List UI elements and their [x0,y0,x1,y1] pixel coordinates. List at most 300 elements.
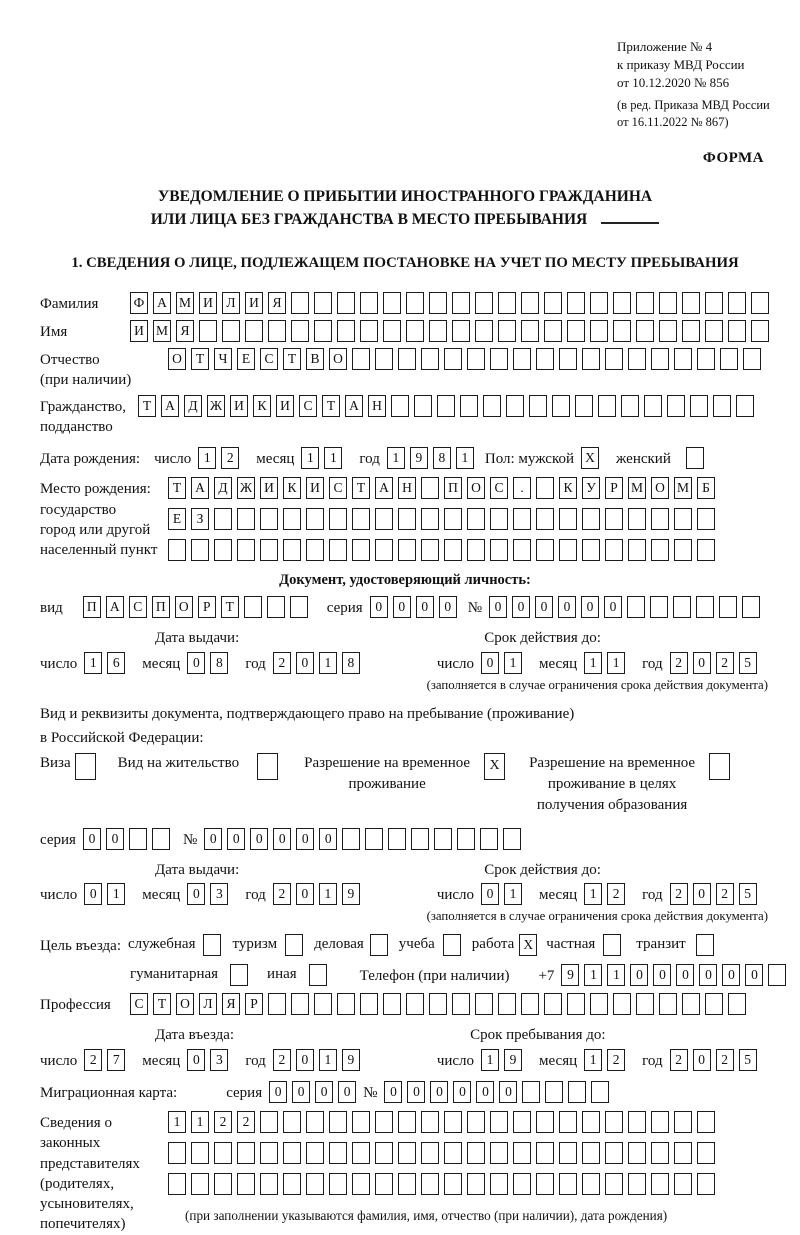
form-cell[interactable]: 8 [210,652,228,674]
form-cell[interactable]: Т [168,477,186,499]
form-cell[interactable] [582,539,600,561]
form-cell[interactable] [191,1173,209,1195]
form-cell[interactable]: 9 [342,883,360,905]
form-cell[interactable] [421,1142,439,1164]
form-cell[interactable]: 0 [83,828,101,850]
form-cell[interactable] [674,1111,692,1133]
form-cell[interactable] [475,993,493,1015]
form-cell[interactable]: 2 [670,883,688,905]
form-cell[interactable] [536,1142,554,1164]
form-cell[interactable]: 5 [739,883,757,905]
form-cell[interactable]: 0 [558,596,576,618]
form-cell[interactable] [613,993,631,1015]
form-cell[interactable]: 2 [670,652,688,674]
form-cell[interactable]: 0 [489,596,507,618]
form-cell[interactable]: 2 [670,1049,688,1071]
form-cell[interactable]: 0 [187,1049,205,1071]
form-cell[interactable]: М [176,292,194,314]
form-cell[interactable] [398,1173,416,1195]
form-cell[interactable]: 0 [499,1081,517,1103]
form-cell[interactable]: 2 [84,1049,102,1071]
form-cell[interactable] [375,348,393,370]
form-cell[interactable]: 9 [410,447,428,469]
form-cell[interactable] [283,1111,301,1133]
form-cell[interactable]: 0 [676,964,694,986]
form-cell[interactable] [360,320,378,342]
form-cell[interactable] [667,395,685,417]
form-cell[interactable] [521,993,539,1015]
form-cell[interactable]: 1 [319,652,337,674]
form-cell[interactable] [283,508,301,530]
form-cell[interactable] [621,395,639,417]
form-cell[interactable] [567,320,585,342]
form-cell[interactable] [421,508,439,530]
form-cell[interactable] [690,395,708,417]
form-cell[interactable] [613,292,631,314]
form-cell[interactable] [467,539,485,561]
form-cell[interactable] [529,395,547,417]
form-cell[interactable] [191,1142,209,1164]
form-cell[interactable] [513,1173,531,1195]
form-cell[interactable] [552,395,570,417]
form-cell[interactable]: 0 [476,1081,494,1103]
form-cell[interactable]: Д [184,395,202,417]
form-cell[interactable] [490,1111,508,1133]
form-cell[interactable]: 2 [237,1111,255,1133]
form-cell[interactable]: 9 [342,1049,360,1071]
form-cell[interactable] [697,348,715,370]
form-cell[interactable]: 2 [716,652,734,674]
form-cell[interactable]: И [199,292,217,314]
form-cell[interactable] [659,292,677,314]
form-cell[interactable] [720,348,738,370]
form-cell[interactable] [567,993,585,1015]
form-cell[interactable] [506,395,524,417]
form-cell[interactable]: 0 [453,1081,471,1103]
form-cell[interactable] [697,1142,715,1164]
form-cell[interactable] [650,596,668,618]
form-cell[interactable] [697,1111,715,1133]
form-cell[interactable]: П [83,596,101,618]
form-cell[interactable] [290,596,308,618]
form-cell[interactable]: 5 [739,652,757,674]
form-cell[interactable]: 0 [693,883,711,905]
form-cell[interactable] [559,348,577,370]
form-cell[interactable]: 1 [456,447,474,469]
form-cell[interactable]: 0 [315,1081,333,1103]
form-cell[interactable]: К [559,477,577,499]
form-cell[interactable] [490,348,508,370]
form-cell[interactable] [751,320,769,342]
form-cell[interactable]: О [329,348,347,370]
form-cell[interactable]: 2 [273,883,291,905]
form-cell[interactable] [168,1142,186,1164]
form-cell[interactable]: К [253,395,271,417]
form-cell[interactable]: 3 [210,1049,228,1071]
form-cell[interactable] [498,320,516,342]
form-cell[interactable] [168,539,186,561]
form-cell[interactable] [651,1173,669,1195]
form-cell[interactable] [513,348,531,370]
form-cell[interactable] [237,539,255,561]
form-cell[interactable] [582,1111,600,1133]
form-cell[interactable] [306,539,324,561]
form-cell[interactable]: . [513,477,531,499]
form-cell[interactable]: X [581,447,599,469]
form-cell[interactable] [636,320,654,342]
form-cell[interactable]: А [345,395,363,417]
form-cell[interactable] [536,539,554,561]
form-cell[interactable]: X [484,753,505,780]
form-cell[interactable] [483,395,501,417]
form-cell[interactable] [673,596,691,618]
form-cell[interactable] [306,1111,324,1133]
form-cell[interactable]: 9 [504,1049,522,1071]
form-cell[interactable]: Т [322,395,340,417]
form-cell[interactable] [674,348,692,370]
form-cell[interactable] [544,993,562,1015]
form-cell[interactable] [709,753,730,780]
form-cell[interactable] [365,828,383,850]
form-cell[interactable]: 0 [384,1081,402,1103]
form-cell[interactable]: 1 [198,447,216,469]
form-cell[interactable] [398,539,416,561]
form-cell[interactable]: Д [214,477,232,499]
form-cell[interactable]: Е [237,348,255,370]
form-cell[interactable] [651,1142,669,1164]
form-cell[interactable] [421,1111,439,1133]
form-cell[interactable] [544,292,562,314]
form-cell[interactable] [398,508,416,530]
form-cell[interactable] [257,753,278,780]
form-cell[interactable] [651,1111,669,1133]
form-cell[interactable] [682,292,700,314]
form-cell[interactable] [329,508,347,530]
form-cell[interactable] [719,596,737,618]
form-cell[interactable]: 0 [745,964,763,986]
form-cell[interactable] [674,1173,692,1195]
form-cell[interactable] [697,539,715,561]
form-cell[interactable]: 0 [481,883,499,905]
form-cell[interactable]: 1 [319,1049,337,1071]
form-cell[interactable] [329,539,347,561]
form-cell[interactable] [452,993,470,1015]
form-cell[interactable]: Н [368,395,386,417]
form-cell[interactable]: 5 [739,1049,757,1071]
form-cell[interactable]: 0 [227,828,245,850]
form-cell[interactable] [260,508,278,530]
form-cell[interactable]: Ч [214,348,232,370]
form-cell[interactable] [628,1142,646,1164]
form-cell[interactable] [705,292,723,314]
form-cell[interactable] [329,1111,347,1133]
form-cell[interactable] [421,539,439,561]
form-cell[interactable] [283,1142,301,1164]
form-cell[interactable]: 0 [292,1081,310,1103]
form-cell[interactable] [314,320,332,342]
form-cell[interactable] [352,1111,370,1133]
form-cell[interactable] [605,348,623,370]
form-cell[interactable] [444,539,462,561]
form-cell[interactable]: Т [191,348,209,370]
form-cell[interactable] [260,1173,278,1195]
form-cell[interactable] [421,348,439,370]
form-cell[interactable]: 0 [204,828,222,850]
form-cell[interactable]: 0 [722,964,740,986]
form-cell[interactable]: И [260,477,278,499]
form-cell[interactable] [713,395,731,417]
form-cell[interactable]: 1 [481,1049,499,1071]
form-cell[interactable]: С [260,348,278,370]
form-cell[interactable] [411,828,429,850]
form-cell[interactable]: 1 [387,447,405,469]
form-cell[interactable] [309,964,327,986]
form-cell[interactable]: Р [198,596,216,618]
form-cell[interactable]: 0 [604,596,622,618]
form-cell[interactable] [705,320,723,342]
form-cell[interactable]: 0 [338,1081,356,1103]
form-cell[interactable]: 8 [342,652,360,674]
form-cell[interactable]: 1 [84,652,102,674]
form-cell[interactable] [329,1142,347,1164]
form-cell[interactable]: С [490,477,508,499]
form-cell[interactable]: В [306,348,324,370]
form-cell[interactable]: 0 [512,596,530,618]
form-cell[interactable] [283,1173,301,1195]
form-cell[interactable] [352,348,370,370]
form-cell[interactable]: Р [245,993,263,1015]
form-cell[interactable]: Л [199,993,217,1015]
form-cell[interactable] [237,1142,255,1164]
form-cell[interactable]: 0 [319,828,337,850]
form-cell[interactable]: 0 [250,828,268,850]
form-cell[interactable]: Я [268,292,286,314]
form-cell[interactable] [168,1173,186,1195]
form-cell[interactable] [605,539,623,561]
form-cell[interactable] [490,1173,508,1195]
form-cell[interactable]: 0 [407,1081,425,1103]
form-cell[interactable] [260,539,278,561]
form-cell[interactable]: П [444,477,462,499]
form-cell[interactable]: 1 [584,883,602,905]
form-cell[interactable]: 0 [187,883,205,905]
form-cell[interactable] [370,934,388,956]
form-cell[interactable]: К [283,477,301,499]
form-cell[interactable] [696,596,714,618]
form-cell[interactable] [480,828,498,850]
form-cell[interactable]: Ф [130,292,148,314]
form-cell[interactable] [230,964,248,986]
form-cell[interactable]: С [130,993,148,1015]
form-cell[interactable]: Я [222,993,240,1015]
form-cell[interactable]: 0 [393,596,411,618]
form-cell[interactable] [152,828,170,850]
form-cell[interactable] [628,539,646,561]
form-cell[interactable] [398,348,416,370]
form-cell[interactable] [536,348,554,370]
form-cell[interactable] [360,292,378,314]
form-cell[interactable] [736,395,754,417]
form-cell[interactable] [421,477,439,499]
form-cell[interactable] [429,292,447,314]
form-cell[interactable] [628,1173,646,1195]
form-cell[interactable] [559,508,577,530]
form-cell[interactable] [337,320,355,342]
form-cell[interactable] [352,508,370,530]
form-cell[interactable]: 9 [561,964,579,986]
form-cell[interactable]: М [153,320,171,342]
form-cell[interactable] [674,508,692,530]
form-cell[interactable]: 0 [187,652,205,674]
form-cell[interactable]: Е [168,508,186,530]
form-cell[interactable]: З [191,508,209,530]
form-cell[interactable]: 0 [653,964,671,986]
form-cell[interactable] [559,539,577,561]
form-cell[interactable] [267,596,285,618]
form-cell[interactable] [314,292,332,314]
form-cell[interactable] [728,320,746,342]
form-cell[interactable] [659,993,677,1015]
form-cell[interactable]: 1 [607,964,625,986]
form-cell[interactable]: Т [153,993,171,1015]
form-cell[interactable] [567,292,585,314]
form-cell[interactable] [475,320,493,342]
form-cell[interactable]: 0 [693,1049,711,1071]
form-cell[interactable] [628,508,646,530]
form-cell[interactable] [536,1173,554,1195]
form-cell[interactable]: И [306,477,324,499]
form-cell[interactable] [375,508,393,530]
form-cell[interactable] [475,292,493,314]
form-cell[interactable] [314,993,332,1015]
form-cell[interactable] [575,395,593,417]
form-cell[interactable]: О [467,477,485,499]
form-cell[interactable] [513,1111,531,1133]
form-cell[interactable]: 0 [535,596,553,618]
form-cell[interactable] [383,320,401,342]
form-cell[interactable] [659,320,677,342]
form-cell[interactable] [590,292,608,314]
form-cell[interactable] [375,1142,393,1164]
form-cell[interactable] [342,828,360,850]
form-cell[interactable]: И [230,395,248,417]
form-cell[interactable] [605,508,623,530]
form-cell[interactable]: 2 [716,1049,734,1071]
form-cell[interactable]: А [375,477,393,499]
form-cell[interactable] [452,292,470,314]
form-cell[interactable]: 8 [433,447,451,469]
form-cell[interactable] [467,1111,485,1133]
form-cell[interactable] [651,348,669,370]
form-cell[interactable]: А [153,292,171,314]
form-cell[interactable] [306,1173,324,1195]
form-cell[interactable] [337,993,355,1015]
form-cell[interactable] [644,395,662,417]
form-cell[interactable]: Ж [207,395,225,417]
form-cell[interactable]: Р [605,477,623,499]
form-cell[interactable]: X [519,934,537,956]
form-cell[interactable]: 1 [168,1111,186,1133]
form-cell[interactable]: Ж [237,477,255,499]
form-cell[interactable] [742,596,760,618]
form-cell[interactable] [603,934,621,956]
form-cell[interactable]: Т [221,596,239,618]
form-cell[interactable] [627,596,645,618]
form-cell[interactable] [444,1111,462,1133]
form-cell[interactable]: 1 [301,447,319,469]
form-cell[interactable]: И [245,292,263,314]
form-cell[interactable] [245,320,263,342]
form-cell[interactable]: 0 [296,652,314,674]
form-cell[interactable]: М [628,477,646,499]
form-cell[interactable] [582,1142,600,1164]
form-cell[interactable] [375,539,393,561]
form-cell[interactable] [591,1081,609,1103]
form-cell[interactable] [743,348,761,370]
form-cell[interactable] [674,539,692,561]
form-cell[interactable] [605,1111,623,1133]
form-cell[interactable]: 3 [210,883,228,905]
form-cell[interactable]: 0 [699,964,717,986]
form-cell[interactable]: И [130,320,148,342]
form-cell[interactable] [214,1142,232,1164]
form-cell[interactable] [605,1142,623,1164]
form-cell[interactable]: 0 [296,1049,314,1071]
form-cell[interactable] [590,993,608,1015]
form-cell[interactable] [214,1173,232,1195]
form-cell[interactable]: Н [398,477,416,499]
form-cell[interactable] [444,348,462,370]
form-cell[interactable] [522,1081,540,1103]
form-cell[interactable]: 1 [319,883,337,905]
form-cell[interactable] [490,1142,508,1164]
form-cell[interactable]: 1 [191,1111,209,1133]
form-cell[interactable] [352,539,370,561]
form-cell[interactable]: О [651,477,669,499]
form-cell[interactable]: 1 [107,883,125,905]
form-cell[interactable] [199,320,217,342]
form-cell[interactable]: У [582,477,600,499]
form-cell[interactable] [203,934,221,956]
form-cell[interactable] [414,395,432,417]
form-cell[interactable]: 1 [504,652,522,674]
form-cell[interactable] [590,320,608,342]
form-cell[interactable] [513,539,531,561]
form-cell[interactable]: Т [352,477,370,499]
form-cell[interactable] [582,508,600,530]
form-cell[interactable] [513,508,531,530]
form-cell[interactable]: 2 [221,447,239,469]
form-cell[interactable] [437,395,455,417]
form-cell[interactable]: 1 [584,964,602,986]
form-cell[interactable] [559,1111,577,1133]
form-cell[interactable] [306,508,324,530]
form-cell[interactable] [636,993,654,1015]
form-cell[interactable] [443,934,461,956]
form-cell[interactable] [375,1111,393,1133]
form-cell[interactable] [406,320,424,342]
form-cell[interactable] [696,934,714,956]
form-cell[interactable]: Я [176,320,194,342]
form-cell[interactable] [352,1173,370,1195]
form-cell[interactable] [490,508,508,530]
form-cell[interactable] [191,539,209,561]
form-cell[interactable] [429,320,447,342]
form-cell[interactable] [613,320,631,342]
form-cell[interactable] [467,1173,485,1195]
form-cell[interactable]: 1 [504,883,522,905]
form-cell[interactable] [686,447,704,469]
